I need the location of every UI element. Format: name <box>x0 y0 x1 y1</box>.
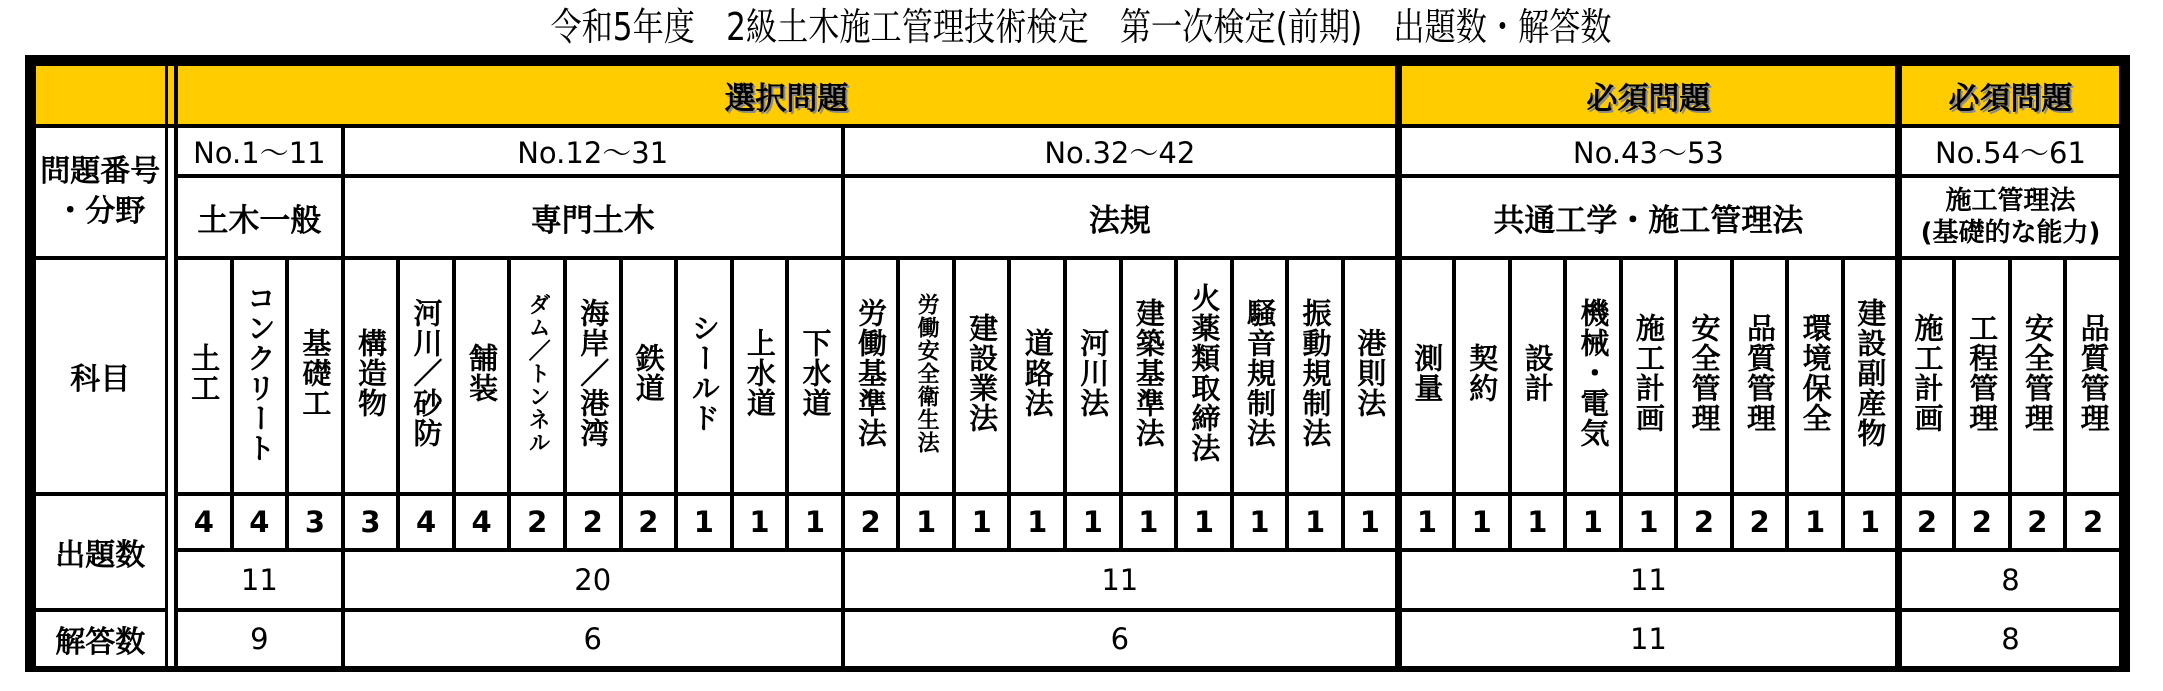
subject-cell <box>1065 258 1121 494</box>
section-mandatory-1: 必須問題 <box>1398 64 1898 126</box>
subject-cell <box>1621 258 1677 494</box>
subject-name: 建築基準法 <box>1131 297 1166 448</box>
subject-name: 騒音規制法 <box>1242 297 1277 448</box>
subject-cell <box>1121 258 1177 494</box>
subject-name: 基礎工 <box>298 327 333 418</box>
section-selective: 選択問題 <box>176 64 1398 126</box>
subject-name: 品質管理 <box>1743 312 1778 433</box>
subject-question-count: 1 <box>1121 494 1177 550</box>
subject-question-count: 2 <box>2010 494 2066 550</box>
subject-name: 鉄道 <box>631 342 666 403</box>
field-group-3: 法規 <box>843 176 1399 258</box>
subject-cell <box>287 258 343 494</box>
subject-name: 安全管理 <box>2020 312 2055 433</box>
subject-name: 労働安全衛生法 <box>914 292 940 454</box>
page-title <box>0 4 2163 50</box>
section-header-row <box>34 64 2121 126</box>
row-label-subject: 科目 <box>34 258 166 494</box>
subject-question-count: 4 <box>454 494 510 550</box>
double-divider <box>166 126 176 668</box>
subject-cell <box>1843 258 1899 494</box>
subject-question-count: 1 <box>1287 494 1343 550</box>
subject-cell <box>2010 258 2066 494</box>
subject-cell <box>1454 258 1510 494</box>
subject-cell <box>1732 258 1788 494</box>
subject-cell <box>954 258 1010 494</box>
subject-name: 振動規制法 <box>1298 297 1333 448</box>
subject-name: 施工計画 <box>1910 312 1945 433</box>
subject-question-count: 1 <box>1510 494 1566 550</box>
subject-name: 下水道 <box>798 327 833 418</box>
subject-name: 舗装 <box>465 342 500 403</box>
subject-question-count: 1 <box>1176 494 1232 550</box>
subject-cell <box>898 258 954 494</box>
subject-question-count: 2 <box>843 494 899 550</box>
subject-cell <box>1676 258 1732 494</box>
answers-group-3: 6 <box>843 610 1399 668</box>
answers-group-1: 9 <box>176 610 343 668</box>
subject-question-count: 1 <box>1398 494 1454 550</box>
subject-cell <box>1009 258 1065 494</box>
field-group-1: 土木一般 <box>176 176 343 258</box>
subject-question-count: 2 <box>621 494 677 550</box>
subject-name: シールド <box>687 312 722 433</box>
subject-question-count: 1 <box>1843 494 1899 550</box>
range-group-1: No.1～11 <box>176 126 343 176</box>
subject-name: 建設業法 <box>965 312 1000 433</box>
exam-table-frame <box>25 55 2130 672</box>
subject-question-count: 4 <box>176 494 232 550</box>
subject-cell <box>732 258 788 494</box>
subject-cell <box>1176 258 1232 494</box>
subject-name: 施工計画 <box>1631 312 1666 433</box>
subject-cell <box>454 258 510 494</box>
answers-group-5: 8 <box>1898 610 2121 668</box>
field-group-4: 共通工学・施工管理法 <box>1398 176 1898 258</box>
subject-name: ダム／トンネル <box>525 292 551 454</box>
subject-cell <box>509 258 565 494</box>
subject-name: コンクリート <box>242 282 277 463</box>
page-title-text: 令和5年度 2級土木施工管理技術検定 第一次検定(前期) 出題数・解答数 <box>550 5 1613 49</box>
subject-question-count: 1 <box>732 494 788 550</box>
range-group-2: No.12～31 <box>343 126 843 176</box>
subject-name: 火薬類取締法 <box>1187 282 1222 463</box>
subject-cell <box>2065 258 2121 494</box>
question-total-row <box>34 550 2121 610</box>
subject-name: 労働基準法 <box>854 297 889 448</box>
row-label-field: ・分野 <box>55 194 146 229</box>
row-label-number: 問題番号 <box>40 154 161 189</box>
subject-cell <box>565 258 621 494</box>
subject-question-count: 2 <box>1676 494 1732 550</box>
subject-question-count: 4 <box>232 494 288 550</box>
questions-total-group-4: 11 <box>1398 550 1898 610</box>
subject-name: 上水道 <box>742 327 777 418</box>
field-group-5-line2: (基礎的な能力) <box>1920 218 2101 248</box>
subject-name: 契約 <box>1465 342 1500 403</box>
subject-question-count: 2 <box>565 494 621 550</box>
section-mandatory-2: 必須問題 <box>1898 64 2121 126</box>
subject-cell <box>1510 258 1566 494</box>
subject-cell <box>343 258 399 494</box>
subject-name: 河川法 <box>1076 327 1111 418</box>
subject-name: 安全管理 <box>1687 312 1722 433</box>
field-group-2: 専門土木 <box>343 176 843 258</box>
subject-name: 道路法 <box>1020 327 1055 418</box>
subject-row <box>34 258 2121 494</box>
subject-question-count: 1 <box>954 494 1010 550</box>
questions-total-group-3: 11 <box>843 550 1399 610</box>
row-label-number-field <box>34 126 166 258</box>
subject-cell <box>232 258 288 494</box>
answers-group-4: 11 <box>1398 610 1898 668</box>
answer-count-row <box>34 610 2121 668</box>
subject-cell <box>843 258 899 494</box>
questions-total-group-1: 11 <box>176 550 343 610</box>
double-divider <box>166 64 176 126</box>
subject-name: 建設副産物 <box>1853 297 1888 448</box>
subject-cell <box>176 258 232 494</box>
subject-cell <box>1787 258 1843 494</box>
subject-question-count: 1 <box>1009 494 1065 550</box>
field-row <box>34 176 2121 258</box>
subject-question-count: 2 <box>1898 494 1954 550</box>
subject-question-count: 1 <box>1454 494 1510 550</box>
subject-question-count: 1 <box>1232 494 1288 550</box>
subject-question-count: 3 <box>343 494 399 550</box>
question-number-row <box>34 126 2121 176</box>
questions-total-group-5: 8 <box>1898 550 2121 610</box>
range-group-5: No.54～61 <box>1898 126 2121 176</box>
subject-cell <box>1398 258 1454 494</box>
subject-cell <box>398 258 454 494</box>
subject-cell <box>1898 258 1954 494</box>
subject-question-count: 4 <box>398 494 454 550</box>
subject-cell <box>1343 258 1399 494</box>
subject-question-count: 1 <box>1565 494 1621 550</box>
subject-name: 河川／砂防 <box>409 297 444 448</box>
subject-name: 機械・電気 <box>1576 297 1611 448</box>
subject-cell <box>1232 258 1288 494</box>
subject-name: 構造物 <box>353 327 388 418</box>
subject-name: 設計 <box>1520 342 1555 403</box>
field-group-5 <box>1898 176 2121 258</box>
subject-question-count: 2 <box>509 494 565 550</box>
subject-question-count: 2 <box>1732 494 1788 550</box>
subject-cell <box>1287 258 1343 494</box>
exam-question-table <box>32 62 2123 670</box>
subject-question-count: 1 <box>1787 494 1843 550</box>
subject-cell <box>1954 258 2010 494</box>
subject-cell <box>676 258 732 494</box>
subject-cell <box>787 258 843 494</box>
subject-question-count: 1 <box>1621 494 1677 550</box>
subject-question-count: 1 <box>787 494 843 550</box>
subject-question-count: 2 <box>1954 494 2010 550</box>
subject-name: 測量 <box>1410 342 1445 403</box>
subject-cell <box>621 258 677 494</box>
subject-name: 環境保全 <box>1798 312 1833 433</box>
row-label-answers: 解答数 <box>34 610 166 668</box>
subject-question-count: 2 <box>2065 494 2121 550</box>
subject-question-count: 1 <box>1343 494 1399 550</box>
range-group-3: No.32～42 <box>843 126 1399 176</box>
questions-total-group-2: 20 <box>343 550 843 610</box>
field-group-5-line1: 施工管理法 <box>1945 186 2076 216</box>
subject-question-count: 1 <box>1065 494 1121 550</box>
subject-name: 品質管理 <box>2076 312 2111 433</box>
row-label-questions: 出題数 <box>34 494 166 610</box>
subject-name: 海岸／港湾 <box>576 297 611 448</box>
subject-cell <box>1565 258 1621 494</box>
subject-name: 工程管理 <box>1965 312 2000 433</box>
subject-name: 港則法 <box>1353 327 1388 418</box>
subject-name: 土工 <box>187 342 222 403</box>
subject-question-count: 1 <box>898 494 954 550</box>
header-corner-cell <box>34 64 166 126</box>
question-count-row <box>34 494 2121 550</box>
subject-question-count: 3 <box>287 494 343 550</box>
answers-group-2: 6 <box>343 610 843 668</box>
subject-question-count: 1 <box>676 494 732 550</box>
range-group-4: No.43～53 <box>1398 126 1898 176</box>
